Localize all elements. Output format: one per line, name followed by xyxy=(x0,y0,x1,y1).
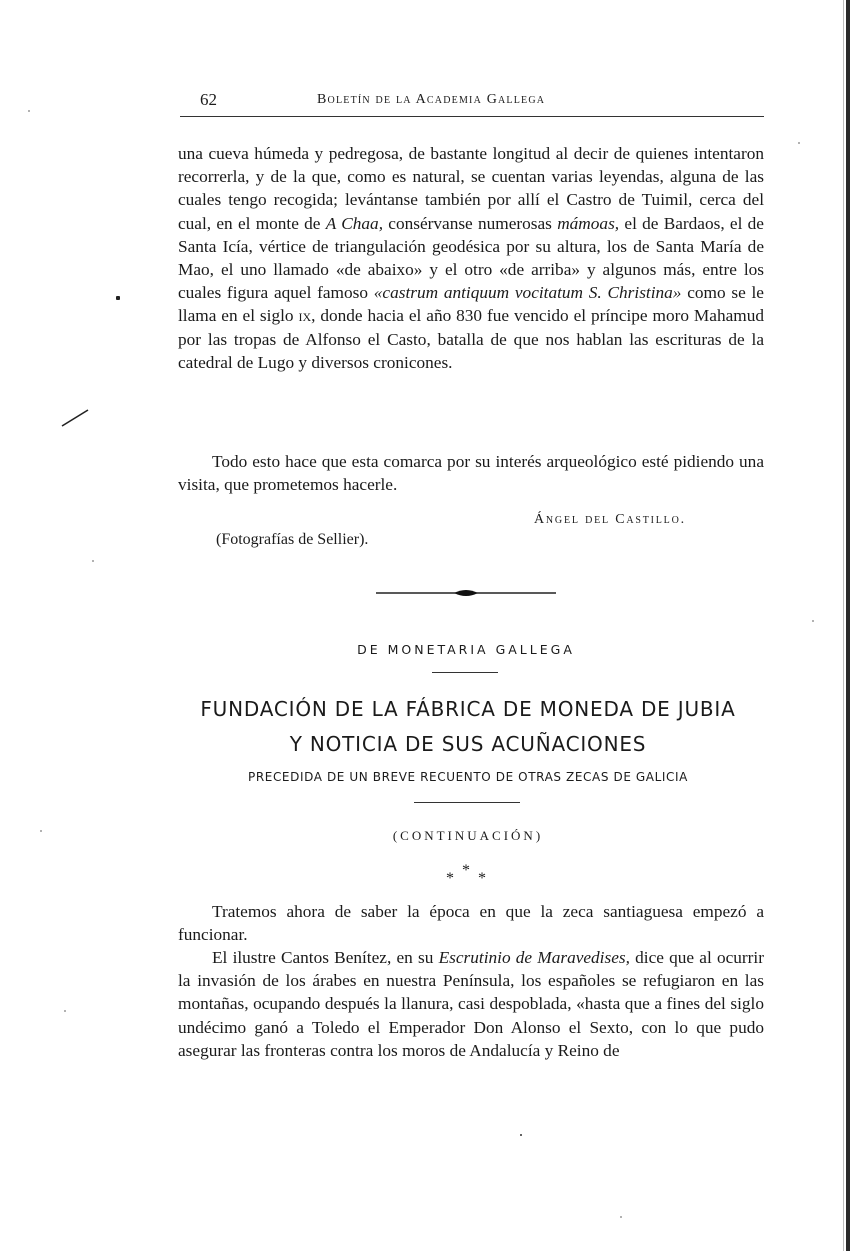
text-run: consérvanse numerosas xyxy=(383,213,558,233)
paragraph-4 xyxy=(178,946,764,1062)
text-run: Escrutinio de Maravedises, xyxy=(438,948,630,967)
rule-under-subtitle xyxy=(414,802,520,803)
text-run: «castrum antiquum vocitatum S. Christina» xyxy=(373,283,682,303)
article-subtitle: PRECEDIDA DE UN BREVE RECUENTO DE OTRAS ZECAS DE GALICIA xyxy=(248,770,688,784)
page-edge-line xyxy=(843,0,844,1251)
text-run: El ilustre Cantos Benítez, en su xyxy=(212,948,439,967)
article-title-line-2: Y NOTICIA DE SUS ACUÑACIONES xyxy=(289,732,647,756)
author-signature: Ángel del Castillo. xyxy=(534,512,686,527)
article-title-line-1: FUNDACIÓN DE LA FÁBRICA DE MONEDA DE JUBIA xyxy=(200,697,736,721)
text-run: una cueva húmeda y pedregosa, de bastante longitud al decir de quienes intentaron recorrerla, y de la que, como es natural, se cuentan varias leyendas, alguna de las cuales tengo recogida; levántanse también por allí el Castro de Tuimil, cerca del cual, en el monte de xyxy=(178,144,764,233)
rule-under-section-label xyxy=(432,672,498,673)
paragraph-2: Todo esto hace que esta comarca por su interés arqueológico esté pidiendo una visita, que prometemos hacerle. xyxy=(178,452,764,495)
page-header xyxy=(180,88,764,117)
photo-credit: (Fotografías de Sellier). xyxy=(216,531,369,548)
asterism xyxy=(442,862,490,888)
continuation-label: (CONTINUACIÓN) xyxy=(392,828,544,843)
running-head: Boletín de la Academia Gallega xyxy=(317,92,546,107)
page-number: 62 xyxy=(200,90,217,109)
section-divider-ornament xyxy=(376,586,556,600)
text-run: A Chaa, xyxy=(325,213,384,233)
text-run: , donde hacia el año 830 fue vencido el príncipe moro Mahamud por las tropas de Alfonso el Casto, batalla de que nos hablan las escrituras de la catedral de Lugo y diversos cronicones. xyxy=(178,306,764,372)
page-edge-shadow xyxy=(846,0,850,1251)
asterisk-top: * xyxy=(462,862,470,879)
paragraph-3: Tratemos ahora de saber la época en que la zeca santiaguesa empezó a funcionar. xyxy=(178,902,764,945)
text-run: el de Bardaos, el de Santa Icía, vértice de triangulación geodésica por su altura, los de Santa María de Mao, el uno llamado «de abaixo» y el otro «de arriba» y algunos más, entre los cuales figura aquel famoso xyxy=(178,213,764,303)
paragraph-1 xyxy=(178,142,764,374)
asterisk-left: * xyxy=(446,870,454,887)
text-run: mámoas, xyxy=(557,213,620,233)
text-run: como se le llama en el siglo xyxy=(178,283,764,326)
section-label: DE MONETARIA GALLEGA xyxy=(357,642,575,657)
text-run: dice que al ocurrir la invasión de los árabes en nuestra Península, los españoles se refugiaron en las montañas, ocupando después la llanura, casi despoblada, «hasta que a fines del siglo undécimo ganó a Toledo el Emperador Don Alonso el Sexto, con lo que pudo asegurar las fronteras contra los moros de Andalucía y Reino de xyxy=(178,948,764,1060)
asterisk-right: * xyxy=(478,870,486,887)
text-run: ix xyxy=(298,306,312,326)
pencil-mark xyxy=(60,406,90,430)
